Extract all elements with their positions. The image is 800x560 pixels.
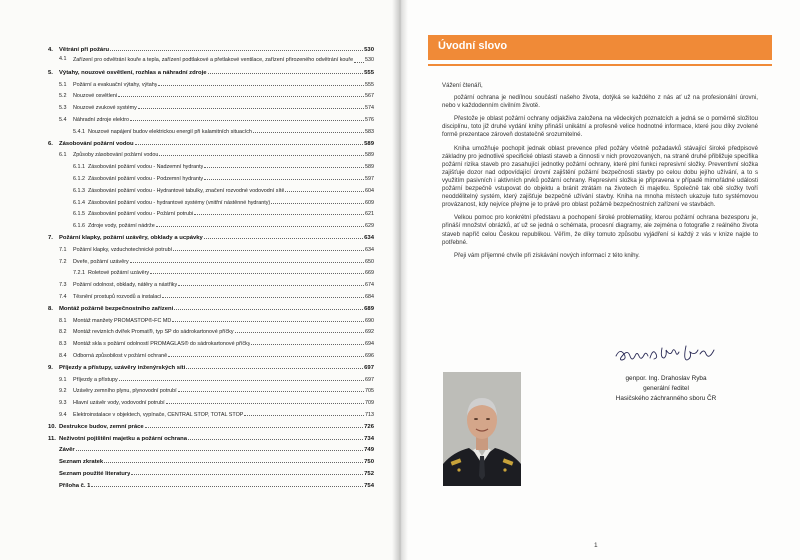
toc-entry [48, 433, 374, 445]
toc-entry-page: 713 [365, 411, 374, 418]
toc-entry-number: 5.1 [59, 81, 67, 88]
toc-entry [48, 303, 374, 315]
toc-entry-number: 5.2 [59, 93, 67, 100]
toc-entry-page: 692 [365, 329, 374, 336]
toc-entry-number: 6.1 [59, 152, 67, 159]
toc-entry-title: Těsnění prostupů rozvodů a instalací [73, 293, 162, 300]
toc-entry-title: Nouzové napájení budov elektrickou energií při kalamitních situacích [88, 128, 252, 135]
toc-entry-number: 7.1 [59, 246, 67, 253]
toc-leader-dots [158, 79, 364, 86]
toc-entry [48, 480, 374, 492]
toc-entry [48, 197, 374, 209]
toc-entry-page: 696 [365, 352, 374, 359]
toc-leader-dots [159, 149, 364, 156]
handwritten-signature [614, 340, 718, 366]
toc-entry-number: 5.3 [59, 105, 67, 112]
toc-entry-page: 709 [365, 400, 374, 407]
toc-entry-number: 7. [48, 234, 53, 241]
toc-entry-number: 8.2 [59, 329, 67, 336]
toc-leader-dots [204, 232, 363, 239]
toc-entry-title: Elektroinstalace v objektech, vypínače, CENTRAL STOP, TOTAL STOP [73, 411, 244, 418]
toc-entry-number: 6.1.1 [73, 164, 85, 171]
toc-entry-title: Výtahy, nouzové osvětlení, rozhlas a náhradní zdroje [59, 69, 207, 76]
toc-leader-dots [251, 338, 364, 345]
toc-entry [48, 173, 374, 185]
toc-entry-title: Zásobování požární vodou - Podzemní hydranty [88, 175, 204, 182]
toc-entry [48, 90, 374, 102]
toc-entry [48, 67, 374, 79]
toc-leader-dots [145, 421, 363, 428]
toc-entry [48, 102, 374, 114]
toc-entry [48, 362, 374, 374]
foreword-paragraph-1: požární ochrana je nedílnou součástí našeho života, dotýká se každého z nás ať už na profesionální úrovni, nebo v každodenním civilním životě. [442, 94, 758, 110]
toc-leader-dots [162, 291, 364, 298]
table-of-contents [48, 44, 374, 491]
toc-leader-dots [204, 173, 364, 180]
toc-entry-title: Montáž skla s požární odolností PROMAGLAS® do sádrokartonové příčky [73, 341, 251, 348]
toc-entry-number: 8. [48, 305, 53, 312]
toc-leader-dots [178, 279, 364, 286]
toc-entry-title: Roletové požární uzávěry [88, 270, 150, 277]
toc-entry-page: 609 [365, 199, 374, 206]
toc-leader-dots [354, 56, 364, 63]
toc-leader-dots [150, 267, 364, 274]
toc-entry-page: 530 [364, 47, 374, 53]
toc-entry [48, 220, 374, 232]
toc-entry-number: 6.1.3 [73, 187, 85, 194]
toc-leader-dots [76, 444, 363, 451]
toc-entry-page: 694 [365, 341, 374, 348]
foreword-paragraph-2: Přestože je oblast požární ochrany odjakživa založena na vědeckých poznatcích a jedná se o poměrně složitou disciplínu, toto již druhé vydání knihy přináší unikátní a profesně velice hodnotné informace, které jsou díky zvolené formě prezentace zároveň dostatečně srozumitelné. [442, 115, 758, 139]
toc-entry [48, 444, 374, 456]
toc-entry-page: 734 [364, 435, 374, 442]
foreword-closing: Přeji vám příjemné chvíle při získávání nových informací z této knihy. [454, 251, 640, 259]
toc-leader-dots [118, 90, 364, 97]
toc-entry-title: Zásobování požární vodou - Hydrantové tabulky, značení rozvodné vodovodní sítě [88, 187, 285, 194]
toc-entry-page: 629 [365, 223, 374, 230]
toc-entry [48, 421, 374, 433]
toc-entry-page: 597 [365, 175, 374, 182]
toc-leader-dots [244, 409, 364, 416]
toc-entry-page: 705 [365, 388, 374, 395]
toc-entry-title: Závěr [59, 447, 75, 454]
signatory-organization: Hasičského záchranného sboru ČR [615, 395, 717, 402]
toc-entry-title: Seznam použité literatury [59, 470, 131, 477]
toc-entry-page: 690 [365, 317, 374, 324]
toc-entry [48, 256, 374, 268]
toc-leader-dots [204, 161, 364, 168]
toc-entry-title: Montáž revizních dvířek Promat®, typ SP do sádrokartonové příčky [73, 329, 234, 336]
foreword-letter [442, 82, 758, 265]
author-portrait [443, 372, 521, 486]
toc-entry-title: Požární odolnost, obklady, nátěry a nástřiky [73, 282, 178, 289]
toc-entry-page: 589 [365, 164, 374, 171]
salutation: Vážení čtenáři, [442, 82, 483, 89]
toc-leader-dots [208, 67, 364, 74]
toc-leader-dots [174, 303, 363, 310]
toc-entry-title: Montáž manžety PROMASTOP®-FC MD [73, 317, 172, 324]
toc-entry-title: Neživotní pojištění majetku a požární ochrana [59, 435, 187, 442]
toc-leader-dots [131, 468, 363, 475]
toc-entry-page: 530 [365, 57, 374, 64]
foreword-paragraph-4: Velkou pomoc pro konkrétní představu a pochopení široké problematiky, kterou požární ochrana bezesporu je, přináší množství obrázků, ať už se jedná o schémata, procesní diagramy, ale zejména o fotografie z reálného života staveb napříč celou Českou republikou. Věřím, že díky tomuto způsobu vyjádření si každý z vás v knize najde to potřebné. [442, 214, 758, 246]
toc-entry-title: Zařízení pro odvětrání kouře a tepla, zařízení podtlakové a přetlakové ventilace, zařízení přirozeného odvětrání kouře [73, 56, 354, 63]
toc-entry-title: Nouzové zvukové systémy [73, 105, 137, 112]
toc-entry-page: 583 [365, 128, 374, 135]
toc-entry-title: Seznam zkratek [59, 459, 104, 466]
toc-entry-number: 6.1.2 [73, 175, 85, 182]
toc-entry [48, 79, 374, 91]
toc-entry-number: 6.1.5 [73, 211, 85, 218]
toc-entry [48, 326, 374, 338]
toc-entry-title: Dveře, požární uzávěry [73, 258, 129, 265]
toc-entry [48, 232, 374, 244]
toc-leader-dots [110, 44, 363, 51]
toc-entry-page: 634 [364, 234, 374, 241]
toc-entry-number: 5.4.1 [73, 128, 85, 135]
right-page [400, 0, 800, 560]
toc-entry [48, 350, 374, 362]
toc-leader-dots [104, 456, 363, 463]
toc-entry-number: 7.4 [59, 293, 67, 300]
toc-entry-number: 5. [48, 69, 53, 76]
toc-entry-title: Zásobování požární vodou [59, 140, 134, 147]
toc-entry-page: 697 [364, 364, 374, 371]
toc-entry-page: 567 [365, 93, 374, 100]
toc-entry-number: 5.4 [59, 116, 67, 123]
toc-entry-page: 749 [364, 447, 374, 454]
toc-entry-page: 750 [364, 459, 374, 466]
toc-entry [48, 374, 374, 386]
toc-entry [48, 126, 374, 138]
toc-entry [48, 244, 374, 256]
toc-entry-number: 7.2.1 [73, 270, 85, 277]
toc-entry-title: Příjezdy a přístupy [73, 376, 118, 383]
toc-entry [48, 149, 374, 161]
toc-entry-title: Větrání při požáru [59, 47, 110, 53]
toc-entry-number: 6.1.6 [73, 223, 85, 230]
section-heading: Úvodní slovo [438, 40, 508, 52]
signature-block [596, 374, 736, 404]
header-underline [428, 64, 772, 66]
toc-entry [48, 409, 374, 421]
toc-entry-title: Způsoby zásobování požární vodou [73, 152, 159, 159]
toc-entry [48, 385, 374, 397]
toc-entry-page: 650 [365, 258, 374, 265]
toc-leader-dots [186, 362, 363, 369]
toc-entry-number: 8.4 [59, 352, 67, 359]
toc-entry-title: Požární klapky, vzduchotechnické potrubí [73, 246, 173, 253]
signatory-role: generální ředitel [643, 385, 689, 392]
toc-entry-page: 621 [365, 211, 374, 218]
toc-leader-dots [135, 138, 364, 145]
toc-leader-dots [130, 114, 364, 121]
toc-entry-page: 574 [365, 105, 374, 112]
toc-entry [48, 468, 374, 480]
toc-entry-title: Příloha č. 1 [59, 482, 91, 489]
toc-leader-dots [188, 433, 363, 440]
toc-entry [48, 397, 374, 409]
toc-leader-dots [235, 326, 364, 333]
foreword-paragraph-3: Kniha umožňuje pochopit jednak oblast prevence před požáry včetně požadavků stávající široké předpisové základny pro jednotlivé specifické oblasti staveb a činnosti v nich provozovaných, na straně druhé přibližuje specifika požární rizika staveb pro zasahující jednotky požární ochrany, které plní funkci represivní složky. Preventivní složka zajišťuje dozor nad odpovídající úrovní zajištění požární bezpečnosti stavby po celou dobu jejího užívání, a to s využitím pasivních i aktivních prvků požární ochrany. Represivní složka je připravena v případě mimořádné události požární bezpečně vstupovat do objektu a bránit ztrátám na životech či majetku. Společně tak obě složky tvoří neoddělitelný systém, který zajišťuje bezpečné užívání stavby. Kniha na mnoha místech ukazuje tuto systémovou provázanost, kdy nejvíce přejme je to právě pro oblast požárně bezpečnostních zařízení ve stavbách. [442, 144, 758, 209]
toc-entry-page: 754 [364, 482, 374, 489]
toc-leader-dots [271, 197, 364, 204]
toc-leader-dots [178, 385, 364, 392]
toc-entry [48, 138, 374, 150]
toc-entry [48, 291, 374, 303]
toc-entry [48, 114, 374, 126]
signatory-name: genpor. Ing. Drahoslav Ryba [625, 375, 707, 382]
toc-leader-dots [130, 256, 364, 263]
toc-entry [48, 208, 374, 220]
toc-entry-number: 9.3 [59, 400, 67, 407]
toc-entry-page: 669 [365, 270, 374, 277]
toc-entry-number: 9.1 [59, 376, 67, 383]
toc-entry-number: 7.2 [59, 258, 67, 265]
toc-leader-dots [138, 102, 364, 109]
section-header-bar [428, 35, 772, 60]
toc-entry-page: 576 [365, 116, 374, 123]
toc-entry-page: 726 [364, 423, 374, 430]
toc-entry-number: 8.1 [59, 317, 67, 324]
portrait-illustration [443, 372, 521, 486]
toc-entry-page: 634 [365, 246, 374, 253]
toc-entry-page: 697 [365, 376, 374, 383]
toc-entry-title: Zdroje vody, požární nádrže [88, 223, 155, 230]
toc-entry-title: Uzávěry zemního plynu, plynovodní potrubí [73, 388, 177, 395]
toc-entry-page: 589 [365, 152, 374, 159]
toc-entry [48, 161, 374, 173]
toc-entry [48, 56, 374, 65]
toc-entry [48, 267, 374, 279]
toc-leader-dots [285, 185, 364, 192]
toc-entry-title: Nouzové osvětlení [73, 93, 118, 100]
toc-entry-number: 4. [48, 47, 53, 53]
toc-entry-number: 6.1.4 [73, 199, 85, 206]
toc-entry-page: 589 [364, 140, 374, 147]
toc-entry-number: 11. [48, 435, 56, 442]
toc-leader-dots [172, 315, 364, 322]
toc-leader-dots [173, 244, 364, 251]
toc-entry-title: Zásobování požární vodou - hydrantové systémy (vnitřní nástěnné hydranty) [88, 199, 271, 206]
toc-leader-dots [168, 350, 364, 357]
toc-entry-title: Zásobování požární vodou - Požární potrubí [88, 211, 194, 218]
toc-entry-title: Zásobování požární vodou - Nadzemní hydranty [88, 164, 204, 171]
toc-entry-number: 4.1 [59, 55, 67, 62]
toc-entry-page: 555 [365, 81, 374, 88]
toc-entry-number: 7.3 [59, 282, 67, 289]
toc-entry-number: 9.2 [59, 388, 67, 395]
toc-entry-page: 689 [364, 305, 374, 312]
toc-leader-dots [156, 220, 364, 227]
toc-entry [48, 315, 374, 327]
toc-entry-title: Montáž požárně bezpečnostního zařízení [59, 305, 174, 312]
toc-entry-title: Náhradní zdroje elektro [73, 116, 130, 123]
toc-entry-title: Destrukce budov, zemní práce [59, 423, 144, 430]
toc-entry-page: 674 [365, 282, 374, 289]
toc-entry-page: 555 [364, 69, 374, 76]
toc-entry-page: 604 [365, 187, 374, 194]
toc-entry [48, 279, 374, 291]
toc-entry [48, 44, 374, 56]
toc-entry-page: 684 [365, 293, 374, 300]
toc-entry-number: 10. [48, 423, 57, 430]
toc-entry [48, 185, 374, 197]
toc-leader-dots [91, 480, 363, 487]
toc-entry [48, 338, 374, 350]
toc-leader-dots [119, 374, 364, 381]
toc-leader-dots [166, 397, 364, 404]
toc-entry-title: Požární a evakuační výtahy, výtahy [73, 81, 158, 88]
toc-entry-number: 9. [48, 364, 53, 371]
toc-leader-dots [194, 208, 364, 215]
toc-entry-number: 8.3 [59, 341, 67, 348]
toc-entry-title: Odborná způsobilost v požární ochraně [73, 352, 168, 359]
toc-entry [48, 456, 374, 468]
toc-leader-dots [253, 126, 364, 133]
toc-entry-title: Příjezdy a přístupy, uzávěry inženýrských sítí [59, 364, 186, 371]
toc-entry-title: Požární klapky, požární uzávěry, obklady a ucpávky [59, 234, 203, 241]
toc-entry-page: 752 [364, 470, 374, 477]
page-number: 1 [594, 542, 598, 549]
toc-entry-title: Hlavní uzávěr vody, vodovodní potrubí [73, 400, 165, 407]
toc-entry-number: 6. [48, 140, 53, 147]
toc-entry-number: 9.4 [59, 411, 67, 418]
